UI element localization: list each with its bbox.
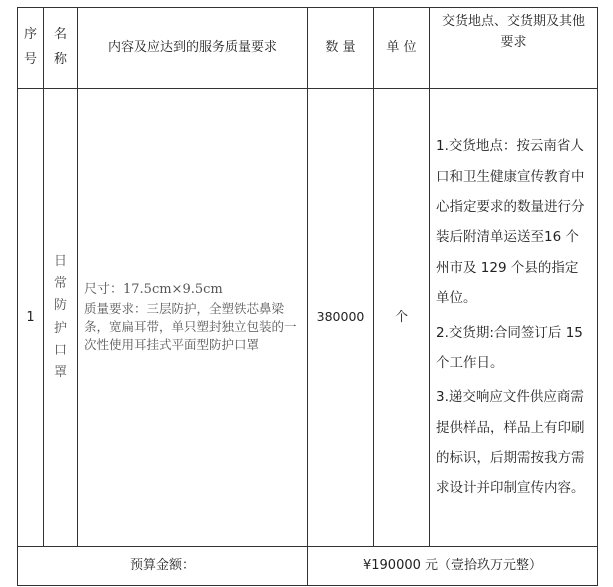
content-quality: 质量要求：三层防护，全塑铁芯鼻梁条，宽扁耳带，单只塑封独立包装的一次性使用耳挂式平面型防护口罩	[84, 300, 297, 352]
procurement-table	[17, 7, 598, 586]
row-unit: 个	[374, 89, 430, 547]
delivery-item-1: 1.交货地点：按云南省人口和卫生健康宣传教育中心指定要求的数量进行分装后附清单运送至16 个州市及 129 个县的指定单位。	[436, 138, 585, 307]
header-unit: 单 位	[374, 8, 430, 89]
row-content	[78, 89, 308, 547]
content-size: 尺寸：17.5cm×9.5cm	[84, 281, 223, 297]
row-index: 1	[18, 89, 44, 547]
header-row	[18, 8, 598, 89]
row-quantity: 380000	[308, 89, 374, 547]
header-index: 序号	[18, 8, 44, 89]
header-content: 内容及应达到的服务质量要求	[78, 8, 308, 89]
header-quantity: 数 量	[308, 8, 374, 89]
row-delivery	[430, 89, 598, 547]
delivery-item-3: 3.递交响应文件供应商需提供样品，样品上有印刷的标识，后期需按我方需求设计并印制宣传内容。	[436, 389, 585, 497]
budget-value: ¥190000 元（壹拾玖万元整）	[308, 547, 598, 586]
budget-label: 预算金额：	[18, 547, 308, 586]
delivery-item-2: 2.交货期:合同签订后 15 个工作日。	[436, 324, 583, 371]
budget-row	[18, 547, 598, 586]
row-name: 日常防护口罩	[44, 89, 78, 547]
table-row	[18, 89, 598, 547]
header-delivery: 交货地点、交货期及其他要求	[430, 8, 598, 89]
header-name: 名称	[44, 8, 78, 89]
